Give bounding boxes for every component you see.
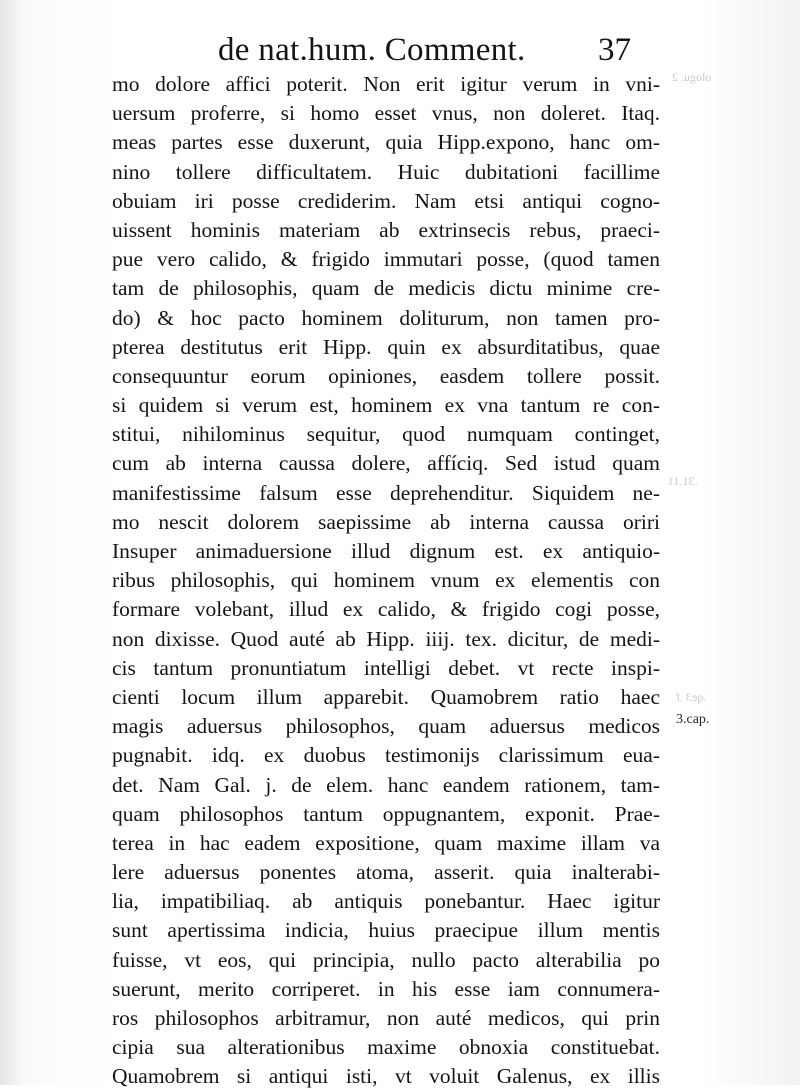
text-line: uissent hominis materiam ab extrinsecis rebus, praeci- [112, 217, 660, 242]
main-text-block [112, 70, 660, 1092]
show-through-mark: ologu. 2 [672, 70, 712, 84]
text-line: lere aduersus ponentes atoma, asserit. quia inalterabi- [112, 860, 660, 885]
text-line: tam de philosophis, quam de medicis dictu minime cre- [112, 276, 660, 301]
text-line: uersum proferre, si homo esset vnus, non doleret. Itaq. [112, 101, 660, 126]
text-line: formare volebant, illud ex calido, & frigido cogi posse, [112, 597, 660, 622]
text-line: do) & hoc pacto hominem doliturum, non tamen pro- [112, 305, 660, 330]
text-line: fuisse, vt eos, qui principia, nullo pacto alterabilia po [112, 947, 660, 972]
text-line: pugnabit. idq. ex duobus testimonijs clarissimum eua- [112, 743, 660, 768]
text-line: meas partes esse duxerunt, quia Hipp.expono, hanc om- [112, 130, 660, 155]
text-line: stitui, nihilominus sequitur, quod numquam continget, [112, 422, 660, 447]
text-line: nino tollere difficultatem. Huic dubitationi facillime [112, 159, 660, 184]
text-line: si quidem si verum est, hominem ex vna tantum re con- [112, 393, 660, 418]
text-line: ros philosophos arbitramur, non auté medicos, qui prin [112, 1006, 660, 1030]
text-line: cienti locum illum apparebit. Quamobrem ratio haec [112, 684, 660, 709]
show-through-mark: .31.11 [668, 474, 698, 488]
show-through-mark: .qe3 .f [676, 690, 707, 704]
text-line: sunt apertissima indicia, huius praecipue illum mentis [112, 918, 660, 943]
text-line: Insuper animaduersione illud dignum est. ex antiquio- [112, 539, 660, 563]
text-line: manifestissime falsum esse deprehenditur. Siquidem ne- [112, 480, 660, 505]
marginal-note: 3.cap. [676, 712, 710, 727]
text-line: terea in hac eadem expositione, quam maxime illam va [112, 830, 660, 855]
text-line: pterea destitutus erit Hipp. quin ex absurditatibus, quae [112, 334, 660, 359]
text-line: suerunt, merito corriperet. in his esse iam connumera- [112, 976, 660, 1001]
page-gutter-shadow [0, 0, 22, 1085]
text-line: obuiam iri posse crediderim. Nam etsi antiqui cogno- [112, 188, 660, 213]
text-line: det. Nam Gal. j. de elem. hanc eandem rationem, tam- [112, 772, 660, 797]
page-number: 37 [598, 32, 631, 68]
running-title: de nat.hum. Comment. [218, 32, 526, 68]
text-line: cipia sua alterationibus maxime obnoxia constituebat. [112, 1035, 660, 1060]
text-line: magis aduersus philosophos, quam aduersus medicos [112, 714, 660, 739]
text-line: cis tantum pronuntiatum intelligi debet. vt recte inspi- [112, 655, 660, 680]
text-line: pue vero calido, & frigido immutari posse, (quod tamen [112, 247, 660, 272]
text-line: consequuntur eorum opiniones, easdem tollere possit. [112, 363, 660, 388]
text-line: quam philosophos tantum oppugnantem, exponit. Prae- [112, 801, 660, 826]
text-line: lia, impatibiliaq. ab antiquis ponebantur. Haec igitur [112, 889, 660, 914]
running-head [0, 28, 800, 72]
text-line: ribus philosophis, qui hominem vnum ex elementis con [112, 568, 660, 593]
text-line: mo nescit dolorem saepissime ab interna caussa oriri [112, 509, 660, 534]
text-line: mo dolore affici poterit. Non erit igitur verum in vni- [112, 72, 660, 96]
text-line: non dixisse. Quod auté ab Hipp. iiij. tex. dicitur, de medi- [112, 626, 660, 651]
text-line: cum ab interna caussa dolere, affíciq. Sed istud quam [112, 451, 660, 476]
text-line: Quamobrem si antiqui isti, vt voluit Galenus, ex illis [112, 1064, 660, 1089]
